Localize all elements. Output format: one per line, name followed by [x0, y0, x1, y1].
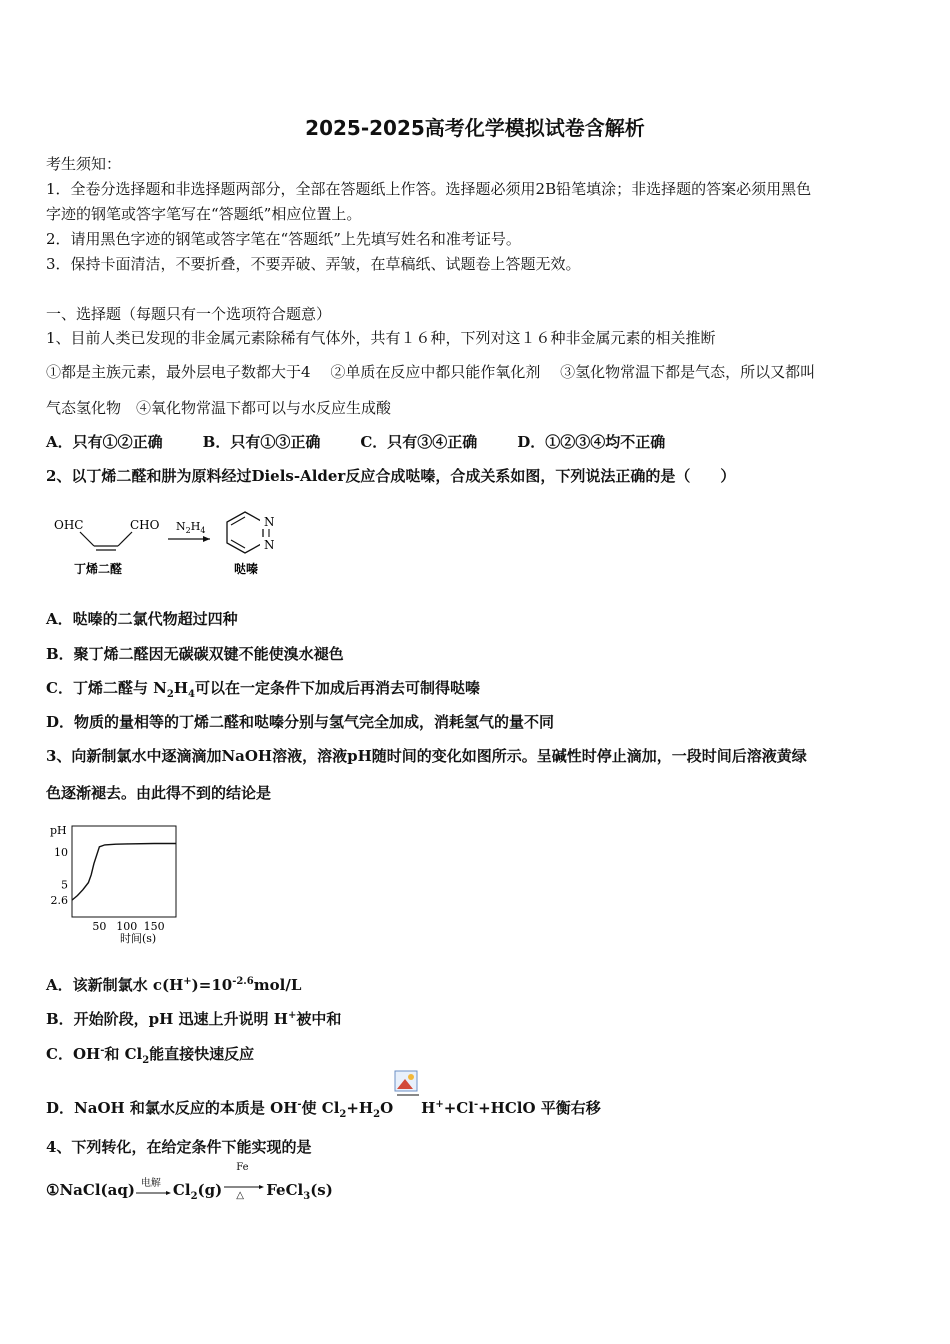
section-heading: 一、选择题（每题只有一个选项符合题意）: [46, 305, 332, 323]
ohc-label: OHC: [54, 518, 84, 532]
q2-option-b[interactable]: B．聚丁烯二醛因无碳碳双键不能使溴水褪色: [46, 645, 344, 663]
notice-item-1-cont: 字迹的钢笔或答字笔写在“答题纸”相应位置上。: [46, 205, 362, 223]
q2-option-c[interactable]: C．丁烯二醛与 $N_2H_4$可以在一定条件下加成后再消去可制得哒嗪: [46, 679, 481, 700]
notice-item-3: 3．保持卡面清洁，不要折叠，不要弄破、弄皱，在草稿纸、试题卷上答题无效。: [46, 255, 581, 273]
q2-option-d[interactable]: D．物质的量相等的丁烯二醛和哒嗪分别与氢气完全加成，消耗氢气的量不同: [46, 713, 555, 731]
ph-time-chart: [44, 820, 184, 954]
q3-option-c[interactable]: C．OH-和 $Cl_2$能直接快速反应: [46, 1045, 255, 1066]
q1-stem: 1、目前人类已发现的非金属元素除稀有气体外，共有１６种，下列对这１６种非金属元素的相关推断: [46, 329, 716, 347]
equilibrium-image-icon: [393, 1089, 421, 1115]
n-atom-1: N: [264, 515, 275, 529]
label-pyridazine: 哒嗪: [234, 562, 259, 576]
label-butenedial: 丁烯二醛: [74, 562, 123, 576]
notice-item-2: 2．请用黑色字迹的钢笔或答字笔在“答题纸”上先填写姓名和准考证号。: [46, 230, 521, 248]
reagent-label: $N_2H_4$: [176, 520, 206, 535]
q4-statement-1: ①NaCl(aq) 电解 $Cl_2(g)$ Fe △ FeCl$_3$(s): [46, 1162, 333, 1202]
y-tick-label: 10: [54, 846, 68, 859]
y-tick-label: 5: [61, 878, 68, 892]
q3-option-d[interactable]: D．NaOH 和氯水反应的本质是 OH-使 $Cl_2+H_2O$ H++Cl-+HClO 平衡右移: [46, 1089, 601, 1118]
q1-option-b[interactable]: B．只有①③正确: [202, 433, 321, 451]
q3-option-b[interactable]: B．开始阶段，pH 迅速上升说明 H+被中和: [46, 1010, 342, 1028]
q2-stem: 2、以丁烯二醛和肼为原料经过Diels-Alder反应合成哒嗪，合成关系如图，下列说法正确的是（ ）: [46, 467, 736, 485]
x-tick-label: 150: [143, 920, 165, 933]
notice-item-1: 1．全卷分选择题和非选择题两部分，全部在答题纸上作答。选择题必须用2B铅笔填涂；非选择题的答案必须用黑色: [46, 180, 812, 198]
heat-fe-arrow: Fe △: [222, 1184, 266, 1198]
notice-heading: 考生须知：: [46, 155, 122, 173]
chart-ylabel: pH: [50, 824, 67, 837]
q1-option-a[interactable]: A．只有①②正确: [46, 433, 163, 451]
n-atom-2: N: [264, 538, 275, 552]
pyridazine-ring: [227, 512, 263, 553]
q4-stem: 4、下列转化，在给定条件下能实现的是: [46, 1138, 312, 1156]
q1-statements: ①都是主族元素，最外层电子数都大于4 ②单质在反应中都只能作氧化剂 ③氢化物常温下都是气态，所以又都叫: [46, 363, 816, 381]
x-tick-label: 50: [92, 920, 107, 933]
electrolysis-arrow: 电解: [135, 1184, 173, 1198]
ph-series-line: [72, 844, 176, 901]
q3-stem: 3、向新制氯水中逐滴滴加NaOH溶液，溶液pH随时间的变化如图所示。呈碱性时停止滴加，一段时间后溶液黄绿: [46, 747, 807, 765]
q1-statements-cont: 气态氢化物 ④氧化物常温下都可以与水反应生成酸: [46, 399, 392, 417]
y-tick-label: 2.6: [50, 894, 68, 908]
q3-option-a[interactable]: A．该新制氯水 $c(H^+)=10^{-2.6}mol/L$: [46, 976, 302, 994]
cho-label: CHO: [130, 518, 160, 532]
q1-option-d[interactable]: D．①②③④均不正确: [517, 433, 666, 451]
q1-option-c[interactable]: C．只有③④正确: [360, 433, 478, 451]
chart-xlabel: 时间(s): [120, 932, 157, 945]
q2-option-a[interactable]: A．哒嗪的二氯代物超过四种: [46, 610, 238, 628]
x-tick-label: 100: [116, 920, 138, 933]
page-title: 2025-2025高考化学模拟试卷含解析: [305, 116, 645, 140]
q3-stem-cont: 色逐渐褪去。由此得不到的结论是: [46, 784, 272, 802]
q1-options: [46, 431, 705, 452]
q2-reaction-figure: [50, 503, 290, 585]
